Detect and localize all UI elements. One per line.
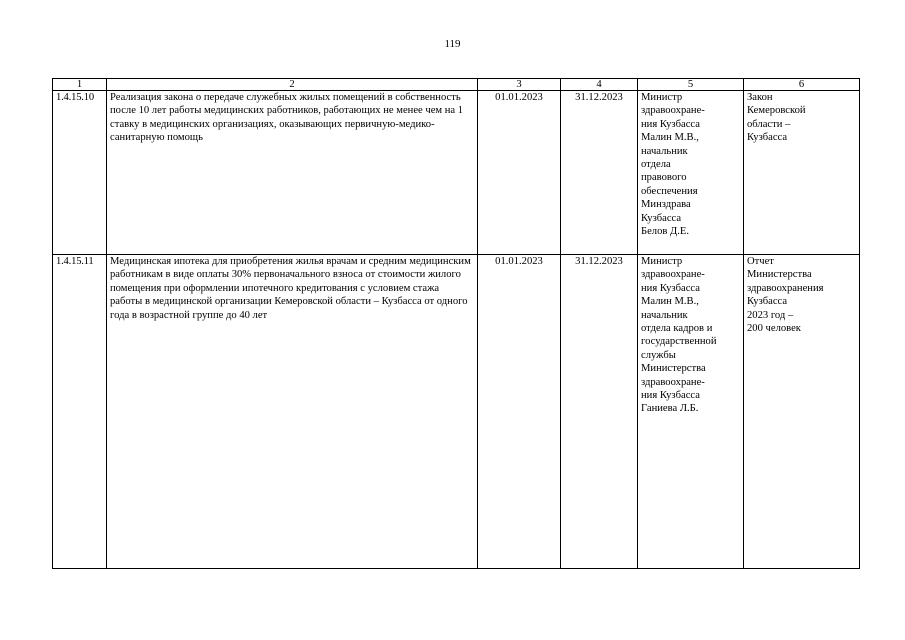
responsible: Министр здравоохране- ния Кузбасса Малин М.В., начальник отдела правового обеспечения Минздрава Кузбасса Белов Д.Е. bbox=[638, 91, 744, 255]
plan-table bbox=[52, 78, 860, 569]
table-row bbox=[53, 255, 860, 569]
end-date: 31.12.2023 bbox=[561, 91, 638, 255]
expected-result: Отчет Министерства здравоохранения Кузбасса 2023 год – 200 человек bbox=[744, 255, 860, 569]
page-number: 119 bbox=[444, 38, 461, 50]
column-header-1: 1 bbox=[53, 79, 107, 91]
table-row bbox=[53, 91, 860, 255]
item-description: Медицинская ипотека для приобретения жилья врачам и средним медицинским работникам в виде оплаты 30% первоначального взноса от стоимости жилого помещения при оформлении ипотечного кредитования с условием стажа работы в медицинской организации Кемеровской области – Кузбасса от одного года в возрастной группе до 40 лет bbox=[107, 255, 478, 569]
item-description: Реализация закона о передаче служебных жилых помещений в собственность после 10 лет работы медицинских работников, работающих не менее чем на 1 ставку в медицинских организациях, оказывающих первичную-медико-санитарную помощь bbox=[107, 91, 478, 255]
column-header-5: 5 bbox=[638, 79, 744, 91]
header-row bbox=[53, 79, 860, 91]
start-date: 01.01.2023 bbox=[478, 91, 561, 255]
expected-result: Закон Кемеровской области – Кузбасса bbox=[744, 91, 860, 255]
column-header-2: 2 bbox=[107, 79, 478, 91]
column-header-4: 4 bbox=[561, 79, 638, 91]
item-number: 1.4.15.10 bbox=[53, 91, 107, 255]
end-date: 31.12.2023 bbox=[561, 255, 638, 569]
responsible: Министр здравоохране- ния Кузбасса Малин М.В., начальник отдела кадров и государственной службы Министерства здравоохране- ния Кузбасса Ганиева Л.Б. bbox=[638, 255, 744, 569]
column-header-3: 3 bbox=[478, 79, 561, 91]
column-header-6: 6 bbox=[744, 79, 860, 91]
start-date: 01.01.2023 bbox=[478, 255, 561, 569]
item-number: 1.4.15.11 bbox=[53, 255, 107, 569]
